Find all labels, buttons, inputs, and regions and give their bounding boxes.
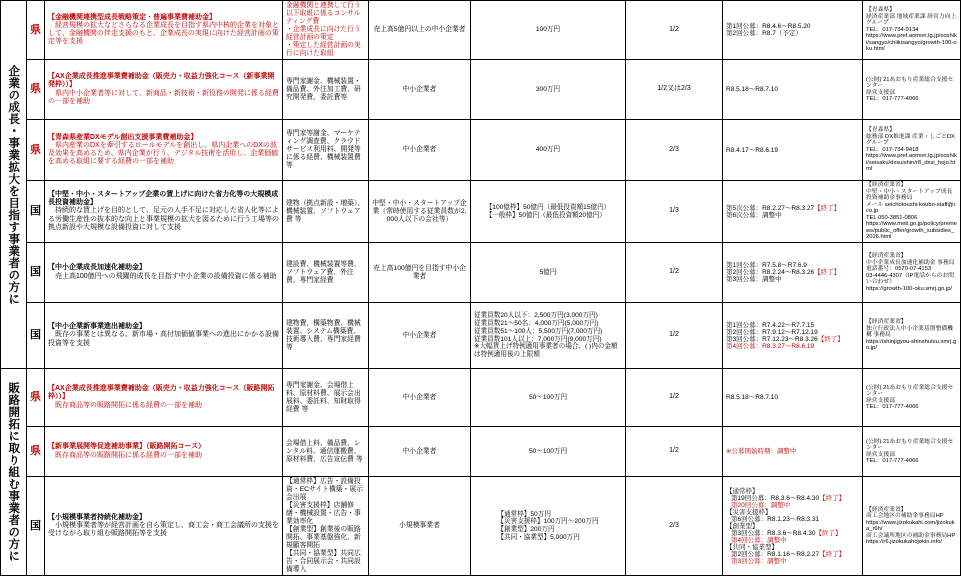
table-row bbox=[1, 369, 961, 427]
expense-cell bbox=[283, 369, 369, 427]
rate-cell: 1/2 bbox=[626, 243, 723, 303]
program-description: 売上高100億円への飛躍的成長を目指す中小企業の設備投資に係る補助 bbox=[55, 272, 277, 280]
period-text: 第1回公募：R8.4.6〜R8.5.20 bbox=[726, 23, 811, 31]
category-cell bbox=[1, 369, 27, 576]
contact-line: TEL：017-777-4066 bbox=[866, 96, 919, 103]
cap-line: 【100億枠】50億円（最低投資額15億円） bbox=[485, 203, 611, 211]
contact-line: 【経済産業省】 bbox=[866, 253, 907, 260]
contact-cell bbox=[863, 181, 961, 243]
contact-line: 【青森県】 bbox=[866, 127, 895, 134]
cap-line: 【一般枠】50億円（最低投資額20億円） bbox=[485, 211, 606, 219]
period-cell bbox=[723, 1, 863, 60]
period-text: 第3回公募：R8.3.6〜R8.4.30 bbox=[731, 529, 816, 537]
period-line bbox=[726, 544, 859, 551]
program-cell bbox=[45, 60, 283, 120]
period-line bbox=[726, 516, 859, 523]
table-row bbox=[1, 243, 961, 303]
expense-cell bbox=[283, 427, 369, 477]
cap-line: 従業員数101人以上：7,000万円(9,000万円) bbox=[474, 335, 602, 343]
contact-line: TEL：017-734-9134 bbox=[866, 26, 919, 33]
cap-box bbox=[474, 312, 622, 359]
table-row bbox=[1, 303, 961, 369]
period-text: 第6次公募：調整中 bbox=[726, 211, 782, 219]
cap-line: ※大幅賃上げ特例適用事業者の場合、( )内の金額は特例適用後の上限額 bbox=[474, 343, 618, 359]
expense-line: 建物（拠点新設・増築）、機械装置、ソフトウェア費 等 bbox=[286, 199, 365, 223]
expense-line: ・策定した経営計画の実行に向けた取組 bbox=[286, 42, 361, 58]
target-cell: 中堅・中小・スタートアップ企業（常時使用する従業員数が2,000人以下の会社等） bbox=[369, 181, 471, 243]
expense-cell bbox=[283, 243, 369, 303]
period-text: 【共同・協業型】 bbox=[726, 543, 778, 551]
contact-line: 経営支援部 bbox=[866, 89, 895, 96]
level-badge: 国 bbox=[27, 477, 45, 576]
cap-box bbox=[536, 26, 560, 34]
cap-line: 従業員数51〜100人：5,500万円(7,000万円) bbox=[474, 327, 603, 335]
contact-line: メール seichotoushi-koubo-staff@r.co.jp bbox=[866, 201, 957, 215]
level-badge: 国 bbox=[27, 181, 45, 243]
expense-line: 【創業型】創業後の販路開拓、事業基盤強化、新規顧客開拓 bbox=[286, 526, 361, 550]
program-title: 【金融機関連携型成長戦略策定・普遍事業費補助金】 bbox=[48, 13, 216, 21]
target-cell: 売上高5億円以上の中小企業者 bbox=[369, 1, 471, 60]
level-badge: 国 bbox=[27, 303, 45, 369]
period-text: R8.5.18〜R8.7.10 bbox=[726, 394, 779, 402]
period-line bbox=[726, 30, 859, 37]
period-line bbox=[726, 276, 859, 283]
period-line bbox=[726, 448, 859, 455]
cap-line: 【通常枠】50万円 bbox=[497, 510, 551, 518]
program-description: 県内産業のDXを牽引するロールモデルを創出し、県内企業へのDXの波及効果を高めるため、県内企業が行う、デジタル技術を活用し、企業価値を高める取組に要する経費の一部を補助 bbox=[48, 141, 279, 166]
contact-cell bbox=[863, 120, 961, 181]
target-cell: 小規模事業者 bbox=[369, 477, 471, 576]
period-cell bbox=[723, 427, 863, 477]
program-title: 【小規模事業者持続化補助金】 bbox=[48, 513, 146, 521]
contact-cell bbox=[863, 477, 961, 576]
cap-line: 従業員数20人以下：2,500万円(3,000万円) bbox=[474, 312, 598, 320]
expense-line: 専門家等謝金、マーケティング調査費、クラウドサービス利用料、開発等に係る経費、機械装置費 等 bbox=[286, 130, 368, 170]
cap-cell bbox=[471, 427, 626, 477]
cap-cell bbox=[471, 369, 626, 427]
period-line bbox=[726, 509, 859, 516]
contact-cell bbox=[863, 243, 961, 303]
cap-cell bbox=[471, 243, 626, 303]
expense-cell bbox=[283, 181, 369, 243]
contact-line: 【経済産業省】 bbox=[866, 319, 907, 326]
period-text: 第2回公募：R7.9.12〜R7.12.19 bbox=[726, 328, 818, 336]
level-badge: 県 bbox=[27, 120, 45, 181]
program-cell bbox=[45, 477, 283, 576]
program-description: 小規模事業者等が経営計画を自ら策定し、商工会・商工会議所の支援を受けながら取り組む販路開拓等を支援 bbox=[48, 522, 279, 538]
expense-line: 建設費、機械装置等費、ソフトウェア費、外注費、専門家経費 bbox=[286, 260, 361, 284]
cap-box bbox=[497, 511, 598, 542]
contact-line: 経営支援部 bbox=[866, 397, 895, 404]
expense-line: 会場借上料、備品費、レンタル料、通信運搬費、原材料費、広告宣伝費 等 bbox=[286, 439, 363, 463]
table-body bbox=[1, 1, 961, 576]
period-cell bbox=[723, 243, 863, 303]
period-line bbox=[726, 205, 859, 212]
program-title: 【新事業展開等促進補助事業】（販路開拓コース） bbox=[48, 443, 206, 451]
category-label: 企業の成長・事業拡大を目指す事業者の方に bbox=[7, 64, 22, 305]
program-description: 経営規模の拡大などさらなる企業成長を目指す県内中核的企業を対象として、金融機関の伴走支援のもと、企業成長の実現に向けた経営計画の策定等を支援 bbox=[48, 21, 279, 46]
period-line bbox=[726, 523, 859, 530]
cap-cell bbox=[471, 303, 626, 369]
target-cell: 中小企業者 bbox=[369, 60, 471, 120]
period-line bbox=[726, 343, 859, 350]
period-text: 第20回公募：調整中 bbox=[731, 501, 791, 509]
contact-line: (公財) 21あおもり産業総合支援センター bbox=[866, 76, 954, 90]
contact-line: https://www.meti.go.jp/policy/pre/news/public_offer/growth_subsidies_2026.html bbox=[866, 221, 957, 241]
program-title: 【青森県産業DXモデル創出支援事業費補助金】 bbox=[48, 133, 198, 141]
contact-line: TEL 050-3851-0806 bbox=[866, 214, 918, 221]
target-cell: 中小企業者 bbox=[369, 427, 471, 477]
expense-line: 【通常枠】広告・設備投資・ECサイト構築・展示会出展 bbox=[286, 478, 363, 502]
expense-cell bbox=[283, 477, 369, 576]
cap-line: 【創業型】200万円 bbox=[497, 526, 555, 534]
period-line bbox=[726, 551, 859, 558]
period-text: 第2回公募：R8.7（予定） bbox=[726, 30, 802, 38]
level-badge: 県 bbox=[27, 1, 45, 60]
period-status-note: 【終了】 bbox=[819, 550, 846, 558]
program-cell bbox=[45, 427, 283, 477]
cap-line: 100万円 bbox=[535, 26, 561, 34]
period-text: 第3回公募：調整中 bbox=[731, 557, 787, 565]
period-text: 【災害支援枠】 bbox=[726, 508, 772, 516]
program-description: 持続的な賃上げを目的として、足元の人手不足に対応した省人化等による労働生産性の抜本的な向上と事業規模の拡大を図るために行う工場等の拠点新設や大規模な設備投資に対して支援 bbox=[48, 207, 279, 231]
level-badge: 県 bbox=[27, 369, 45, 427]
period-text: 第6回公募：R8.1.23〜R8.3.31 bbox=[731, 515, 820, 523]
program-title: 【中堅・中小・スタートアップ企業の賃上げに向けた省力化等の大規模成長投資補助金】 bbox=[48, 190, 279, 207]
contact-line: 電話番号：0570-07-4153 bbox=[866, 266, 932, 273]
level-badge: 国 bbox=[27, 243, 45, 303]
contact-line: 【青森県】 bbox=[866, 7, 895, 14]
rate-cell: 1/2 bbox=[626, 427, 723, 477]
contact-cell bbox=[863, 1, 961, 60]
level-badge: 県 bbox=[27, 60, 45, 120]
period-cell bbox=[723, 60, 863, 120]
period-status-note: 【終了】 bbox=[814, 204, 841, 212]
period-cell bbox=[723, 477, 863, 576]
contact-line: https://www.pref.aomori.lg.jp/soshiki/sangyo/chiikisangyo/growth-100-oku.html bbox=[866, 33, 957, 53]
category-label: 販路開拓に取り組む事業者の方に bbox=[7, 382, 22, 563]
table-row bbox=[1, 120, 961, 181]
period-line bbox=[726, 502, 859, 509]
contact-line: https://shinjigyou-shinshutsu.smrj.go.jp/ bbox=[866, 338, 957, 352]
period-status-note: 【終了】 bbox=[815, 529, 842, 537]
period-line bbox=[726, 23, 859, 30]
target-cell: 中小企業者 bbox=[369, 369, 471, 427]
contact-line: 中小企業成長加速化補助金 事務局 bbox=[866, 259, 955, 266]
cap-line: 【災害支援枠】100万円〜200万円 bbox=[497, 518, 599, 526]
period-cell bbox=[723, 369, 863, 427]
cap-box bbox=[540, 269, 557, 277]
cap-line: 【共同・協業型】5,000万円 bbox=[497, 533, 580, 541]
contact-line: 商工会議所地区の補助金事務局HP bbox=[866, 532, 956, 539]
expense-line: 建物費、構築物費、機械装置、システム構築費、技術導入費、専門家経費 等 bbox=[286, 319, 368, 351]
expense-line: 【災害支援枠】店舗修繕・機械設置・広告・事業効率化 bbox=[286, 502, 361, 526]
cap-box bbox=[529, 394, 567, 402]
program-title: 【中小企業新事業進出補助金】 bbox=[48, 323, 146, 331]
expense-line: 金融機関と連携して行う以下取組に係るコンサルティング費 bbox=[286, 2, 361, 26]
period-cell bbox=[723, 181, 863, 243]
expense-cell bbox=[283, 303, 369, 369]
target-cell: 中小企業者 bbox=[369, 120, 471, 181]
period-cell bbox=[723, 120, 863, 181]
cap-cell bbox=[471, 120, 626, 181]
expense-cell bbox=[283, 60, 369, 120]
table-row bbox=[1, 477, 961, 576]
contact-line: TEL：017-734-9418 bbox=[866, 146, 919, 153]
contact-line: (公財) 21あおもり産業総合支援センター bbox=[866, 438, 954, 452]
expense-cell bbox=[283, 120, 369, 181]
program-cell bbox=[45, 369, 283, 427]
program-title: 【AX企業成長推進事業費補助金（販売力・収益力強化コース（販路開拓枠））】 bbox=[48, 385, 275, 401]
contact-line: 経済産業部 地域産業課 経営力向上グループ bbox=[866, 13, 957, 27]
contact-line: https://r6.jizokukahojokin.info/ bbox=[866, 539, 943, 546]
period-line bbox=[726, 394, 859, 401]
program-title: 【AX企業成長推進事業費補助金（販売力・収益力強化コース（新事業開発枠））】 bbox=[48, 73, 275, 89]
period-text: 第5次公募：R8.2.27〜R8.3.27 bbox=[726, 204, 815, 212]
cap-line: 5億円 bbox=[539, 268, 557, 276]
rate-cell: 2/3 bbox=[626, 477, 723, 576]
contact-line: 総務部 DX推進課 産業・しごとDXグループ bbox=[866, 133, 955, 147]
cap-cell bbox=[471, 1, 626, 60]
period-text: 第2回公募：R8.2.24〜R8.3.26 bbox=[726, 269, 815, 277]
contact-line: 【経済産業省】 bbox=[866, 506, 907, 513]
period-cell bbox=[723, 303, 863, 369]
expense-cell bbox=[283, 1, 369, 60]
cap-cell bbox=[471, 181, 626, 243]
contact-line: 03-4446-4307（IP電話からのお問い合わせ） bbox=[866, 272, 954, 286]
cap-box bbox=[486, 204, 611, 220]
period-line bbox=[726, 537, 859, 544]
period-text: 第4回公募：調整中 bbox=[731, 536, 787, 544]
cap-line: 50〜100万円 bbox=[528, 393, 568, 401]
period-text: 【通常枠】 bbox=[726, 487, 759, 495]
contact-line: (公財) 21あおもり産業総合支援センター bbox=[866, 384, 954, 398]
period-text: 第3回公募：R7.12.23〜R8.3.26 bbox=[726, 335, 818, 343]
period-text: 第1回公募：R7.4.22〜R7.7.15 bbox=[726, 321, 815, 329]
period-status-note: 【終了】 bbox=[814, 269, 841, 277]
contact-line: 中堅・中小・スタートアップ成長投資補助金事務局 bbox=[866, 188, 953, 202]
program-description: 既存商品等の販路開拓に係る経費の一部を補助 bbox=[55, 401, 202, 409]
period-text: 第2回公募：R8.1.16〜R8.2.27 bbox=[731, 550, 820, 558]
period-line bbox=[726, 558, 859, 565]
period-text: 第1回公募：R7.5.8〜R7.6.9 bbox=[726, 262, 807, 270]
contact-line: https://www.jizokukahi.com/jizokuka_r6h/ bbox=[866, 519, 955, 533]
program-cell bbox=[45, 303, 283, 369]
period-text: 第4回公募：R8.3.27〜R8.6.19 bbox=[726, 342, 815, 350]
cap-cell bbox=[471, 60, 626, 120]
program-cell bbox=[45, 120, 283, 181]
rate-cell: 1/2 bbox=[626, 369, 723, 427]
period-line bbox=[726, 86, 859, 93]
period-line bbox=[726, 336, 859, 343]
period-line bbox=[726, 530, 859, 537]
program-cell bbox=[45, 1, 283, 60]
contact-line: 独立行政法人中小企業基盤整備機構 事務局 bbox=[866, 325, 953, 339]
contact-line: https://growth-100-oku.smrj.go.jp/ bbox=[866, 285, 953, 292]
table-row bbox=[1, 427, 961, 477]
period-text: R8.5.18〜R8.7.10 bbox=[726, 86, 779, 94]
contact-line: TEL：017-777-4066 bbox=[866, 404, 919, 411]
cap-line: 300万円 bbox=[535, 85, 561, 93]
table-row bbox=[1, 60, 961, 120]
table-row bbox=[1, 181, 961, 243]
cap-box bbox=[529, 448, 567, 456]
level-badge: 県 bbox=[27, 427, 45, 477]
period-line bbox=[726, 488, 859, 495]
cap-line: 従業員数21〜50名：4,000万円(5,000万円) bbox=[474, 320, 599, 328]
target-cell: 中小企業者 bbox=[369, 303, 471, 369]
period-text: 【創業型】 bbox=[726, 522, 759, 530]
contact-cell bbox=[863, 369, 961, 427]
contact-cell bbox=[863, 60, 961, 120]
period-text: 第19回公募：R8.3.6〜R8.4.30 bbox=[731, 494, 820, 502]
category-cell bbox=[1, 1, 27, 369]
program-cell bbox=[45, 243, 283, 303]
target-cell: 売上高100億円を目指す中小企業者 bbox=[369, 243, 471, 303]
cap-line: 50〜100万円 bbox=[528, 447, 568, 455]
period-text: R8.4.17〜R8.6.19 bbox=[726, 146, 779, 154]
contact-cell bbox=[863, 303, 961, 369]
cap-line: 400万円 bbox=[535, 146, 561, 154]
contact-line: https://www.pref.aomori.lg.jp/soshiki/seisaku/dxsuishin/r8_dxsi_hojo.html bbox=[866, 153, 957, 173]
contact-line: 商工会地区の補助金事務局HP bbox=[866, 513, 944, 520]
expense-line: 【共同・協業型】共同広告・合同展示会・共同設備導入 bbox=[286, 550, 361, 574]
program-description: 既存の事業とは異なる、新市場・高付加価値事業への進出にかかる設備投資等を支援 bbox=[48, 331, 279, 347]
period-status-note: 【終了】 bbox=[819, 494, 846, 502]
rate-cell: 1/2 bbox=[626, 303, 723, 369]
table-row bbox=[1, 1, 961, 60]
contact-cell bbox=[863, 427, 961, 477]
period-line bbox=[726, 329, 859, 336]
program-cell bbox=[45, 181, 283, 243]
rate-cell: 1/2又は2/3 bbox=[626, 60, 723, 120]
period-line bbox=[726, 322, 859, 329]
period-line bbox=[726, 495, 859, 502]
expense-line: 専門家謝金、会場借上料、原材料費、展示会出展料、委託料、知財取得経費 等 bbox=[286, 381, 361, 413]
period-text: 第3回公募：調整中 bbox=[726, 276, 782, 284]
rate-cell: 1/2 bbox=[626, 1, 723, 60]
period-status-note: 【終了】 bbox=[817, 335, 844, 343]
expense-line: 専門家謝金、機械装置・備品費、外注加工費、研究開発費、委託費等 bbox=[286, 77, 361, 101]
program-description: 既存商品等の販路開拓に係る経費の一部を補助 bbox=[55, 451, 202, 459]
period-text: ※公募開始時期：調整中 bbox=[726, 448, 797, 456]
program-title: 【中小企業成長加速化補助金】 bbox=[48, 264, 146, 272]
period-line bbox=[726, 147, 859, 154]
period-line bbox=[726, 212, 859, 219]
contact-line: 【経済産業省】 bbox=[866, 182, 907, 189]
contact-line: TEL：017-777-4066 bbox=[866, 458, 919, 465]
cap-box bbox=[536, 86, 560, 94]
program-description: 県内中小企業者等に対して、新商品・新技術・新役務の開発に係る経費の一部を補助 bbox=[48, 89, 279, 105]
rate-cell: 2/3 bbox=[626, 120, 723, 181]
contact-line: 経営支援部 bbox=[866, 451, 895, 458]
rate-cell: 1/3 bbox=[626, 181, 723, 243]
expense-line: ・企業成長に向けた行う経営計画の策定 bbox=[286, 26, 361, 42]
cap-box bbox=[536, 146, 560, 154]
cap-cell bbox=[471, 477, 626, 576]
